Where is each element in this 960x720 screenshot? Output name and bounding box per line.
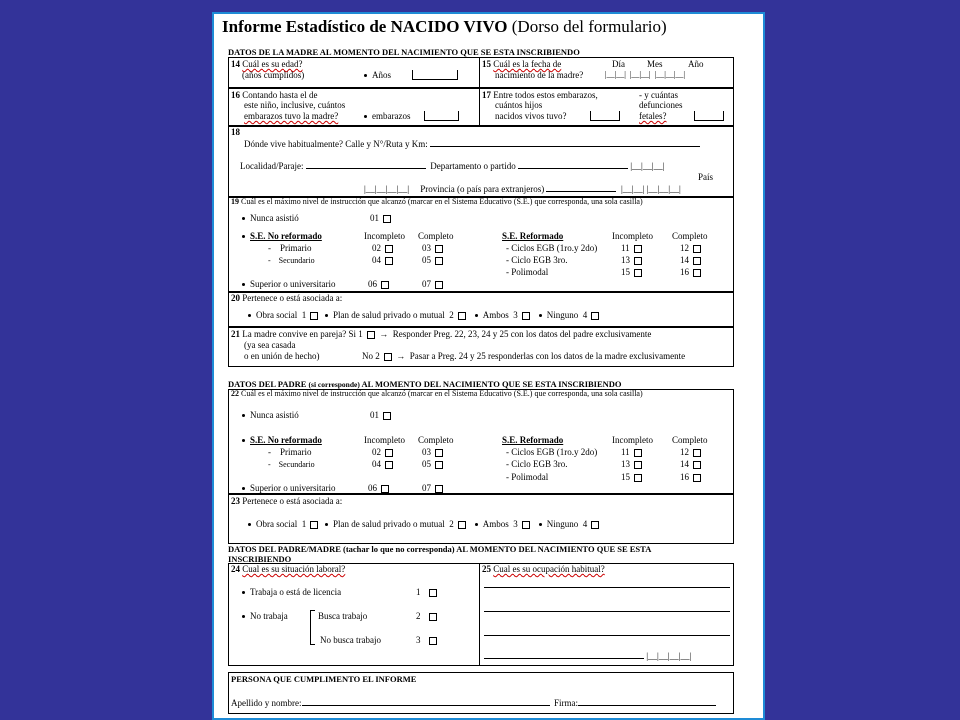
- q24-t1[interactable]: 1: [416, 587, 437, 598]
- q22-c15[interactable]: 15: [621, 472, 642, 483]
- q24-bracket: [310, 610, 315, 645]
- q22-nunca: Nunca asistió: [242, 410, 299, 421]
- divider: [479, 563, 480, 666]
- q18-num: 18: [231, 127, 240, 137]
- q24-trabaja: Trabaja o está de licencia: [242, 587, 341, 598]
- q15: 15 Cuál es la fecha de: [482, 59, 562, 69]
- q22-superior: Superior o universitario: [242, 483, 335, 494]
- q15-mes: Mes: [647, 59, 663, 69]
- q24-t3[interactable]: 3: [416, 635, 437, 646]
- divider: [479, 57, 480, 88]
- section-madre: DATOS DE LA MADRE AL MOMENTO DEL NACIMIENTO QUE SE ESTA INSCRIBIENDO: [228, 47, 580, 57]
- q14-answer-field[interactable]: [412, 70, 458, 80]
- q19-nunca: Nunca asistió: [242, 213, 299, 224]
- q20-heading: 20 Pertenece o está asociada a:: [231, 293, 343, 303]
- q22-c05[interactable]: 05: [422, 459, 443, 470]
- q21-l3: o en unión de hecho): [244, 351, 320, 361]
- q19-c16[interactable]: 16: [680, 267, 701, 278]
- q18-pais: País: [698, 172, 714, 182]
- q21-l2: (ya sea casada: [244, 340, 296, 350]
- q23-options[interactable]: Obra social 1 Plan de salud privado o mutual 2 Ambos 3 Ninguno 4: [248, 519, 599, 530]
- divider: [479, 88, 480, 126]
- q17-r3: fetales?: [639, 111, 667, 121]
- q20-options[interactable]: Obra social 1 Plan de salud privado o mutual 2 Ambos 3 Ninguno 4: [248, 310, 599, 321]
- q17-l3: nacidos vivos tuvo?: [495, 111, 567, 121]
- q24-nobusca: No busca trabajo: [320, 635, 381, 645]
- q24-notrabaja: No trabaja: [242, 611, 288, 622]
- q19-superior: Superior o universitario: [242, 279, 335, 290]
- q19-nunca-code[interactable]: 01: [370, 213, 391, 224]
- q19-polimodal: - Polimodal: [506, 267, 549, 277]
- q19-c15[interactable]: 15: [621, 267, 642, 278]
- q15-anio: Año: [688, 59, 704, 69]
- q17-defunciones-field[interactable]: [694, 111, 724, 121]
- q24-busca: Busca trabajo: [318, 611, 368, 621]
- q22-heading: 22 Cuál es el máximo nivel de instrucción que alcanzó (marcar en el Sistema Educativo (S.E.) que corresponda, una sola casilla): [231, 389, 643, 398]
- q24-t2[interactable]: 2: [416, 611, 437, 622]
- q22-c14[interactable]: 14: [680, 459, 701, 470]
- q25-code-field[interactable]: |__|__|__|__|: [484, 650, 691, 662]
- q19-ref-completo: Completo: [672, 231, 708, 241]
- q22-polimodal: - Polimodal: [506, 472, 549, 482]
- q22-primario: - Primario: [268, 447, 312, 457]
- q19-c14[interactable]: 14: [680, 255, 701, 266]
- q22-c02[interactable]: 02: [372, 447, 393, 458]
- form-page: [212, 12, 765, 720]
- q22-c07[interactable]: 07: [422, 483, 443, 494]
- q22-se-no: S.E. No reformado: [242, 435, 322, 446]
- q19-c02[interactable]: 02: [372, 243, 393, 254]
- q22-secundario: - Secundario: [268, 460, 315, 469]
- section-ambos-2: INSCRIBIENDO: [228, 554, 292, 564]
- q17-l2: cuántos hijos: [495, 100, 543, 110]
- q19-c05[interactable]: 05: [422, 255, 443, 266]
- q18-address: Dónde vive habitualmente? Calle y N°/Ruta y Km:: [244, 138, 700, 150]
- q22-se-ref: S.E. Reformado: [502, 435, 564, 445]
- q16-l3: embarazos tuvo la madre?: [244, 111, 339, 121]
- q19-c04[interactable]: 04: [372, 255, 393, 266]
- q17: 17 Entre todos estos embarazos,: [482, 90, 598, 100]
- q17-answer-field[interactable]: [590, 111, 620, 121]
- section-ambos: DATOS DEL PADRE/MADRE (tachar lo que no corresponda) AL MOMENTO DEL NACIMIENTO QUE SE ESTA: [228, 544, 652, 554]
- q22-completo: Completo: [418, 435, 454, 445]
- q19-primario: - Primario: [268, 243, 312, 253]
- q15-dia: Día: [612, 59, 625, 69]
- q22-c16[interactable]: 16: [680, 472, 701, 483]
- persona-fields[interactable]: Apellido y nombre: Firma:: [231, 697, 716, 709]
- q19-heading: 19 Cuál es el máximo nivel de instrucción que alcanzó (marcar en el Sistema Educativo (S.E.) que corresponda, una sola casilla): [231, 197, 643, 206]
- q24-question: 24 Cual es su situación laboral?: [231, 564, 346, 574]
- q22-ref-completo: Completo: [672, 435, 708, 445]
- q19-c03[interactable]: 03: [422, 243, 443, 254]
- q22-c12[interactable]: 12: [680, 447, 701, 458]
- q22-nunca-code[interactable]: 01: [370, 410, 391, 421]
- q22-c06[interactable]: 06: [368, 483, 389, 494]
- q22-c13[interactable]: 13: [621, 459, 642, 470]
- section-persona: PERSONA QUE CUMPLIMENTO EL INFORME: [231, 674, 417, 684]
- q22-c11[interactable]: 11: [621, 447, 642, 458]
- q19-se-no: S.E. No reformado: [242, 231, 322, 242]
- q19-c13[interactable]: 13: [621, 255, 642, 266]
- q17-r1: - y cuántas: [639, 90, 678, 100]
- q14-hint: (años cumplidos): [242, 70, 305, 80]
- q22-incompleto: Incompleto: [364, 435, 405, 445]
- q19-c06[interactable]: 06: [368, 279, 389, 290]
- q25-line-2[interactable]: [484, 611, 730, 612]
- q16-l2: este niño, inclusive, cuántos: [244, 100, 346, 110]
- q16-option: embarazos: [364, 111, 410, 122]
- q19-c11[interactable]: 11: [621, 243, 642, 254]
- q19-c12[interactable]: 12: [680, 243, 701, 254]
- title-sub: (Dorso del formulario): [511, 17, 667, 36]
- q22-c04[interactable]: 04: [372, 459, 393, 470]
- q19-completo: Completo: [418, 231, 454, 241]
- q21-no: No 2 → Pasar a Preg. 24 y 25 responderlas con los datos de la madre exclusivamente: [362, 351, 686, 361]
- q18-provincia: |__|__|__|__| Provincia (o país para extranjeros) |__|__| |__|__|__|: [364, 184, 681, 194]
- q19-egb1: - Ciclos EGB (1ro.y 2do): [506, 243, 598, 253]
- q16: 16 Contando hasta el de: [231, 90, 318, 100]
- q17-r2: defunciones: [639, 100, 683, 110]
- q19-secundario: - Secundario: [268, 256, 315, 265]
- q19-c07[interactable]: 07: [422, 279, 443, 290]
- section-padre: DATOS DEL PADRE (si corresponde) AL MOMENTO DEL NACIMIENTO QUE SE ESTA INSCRIBIENDO: [228, 379, 622, 389]
- q18-localidad: Localidad/Paraje: Departamento o partido |__|__|__|: [240, 161, 665, 171]
- q22-egb1: - Ciclos EGB (1ro.y 2do): [506, 447, 598, 457]
- q21-si: 21 La madre convive en pareja? Si 1 → Responder Preg. 22, 23, 24 y 25 con los datos del padre exclusivamente: [231, 329, 652, 339]
- q14-option: Años: [364, 70, 391, 81]
- q19-se-ref: S.E. Reformado: [502, 231, 564, 241]
- q16-answer-field[interactable]: [424, 111, 459, 121]
- q19-incompleto: Incompleto: [364, 231, 405, 241]
- q25-question: 25 Cual es su ocupación habitual?: [482, 564, 605, 574]
- q22-c03[interactable]: 03: [422, 447, 443, 458]
- form-title: [222, 18, 667, 36]
- q22-egb3: - Ciclo EGB 3ro.: [506, 459, 568, 469]
- q23-heading: 23 Pertenece o está asociada a:: [231, 496, 343, 506]
- q25-line-1[interactable]: [484, 587, 730, 588]
- q22-ref-incompleto: Incompleto: [612, 435, 653, 445]
- q15-label: nacimiento de la madre?: [495, 70, 584, 80]
- q14: 14 Cuál es su edad?: [231, 59, 303, 69]
- q19-ref-incompleto: Incompleto: [612, 231, 653, 241]
- q19-egb3: - Ciclo EGB 3ro.: [506, 255, 568, 265]
- q25-line-3[interactable]: [484, 635, 730, 636]
- q15-date-fields[interactable]: |__|__| |__|__| |__|__|__|: [605, 70, 686, 79]
- title-main: Informe Estadístico de NACIDO VIVO: [222, 17, 508, 36]
